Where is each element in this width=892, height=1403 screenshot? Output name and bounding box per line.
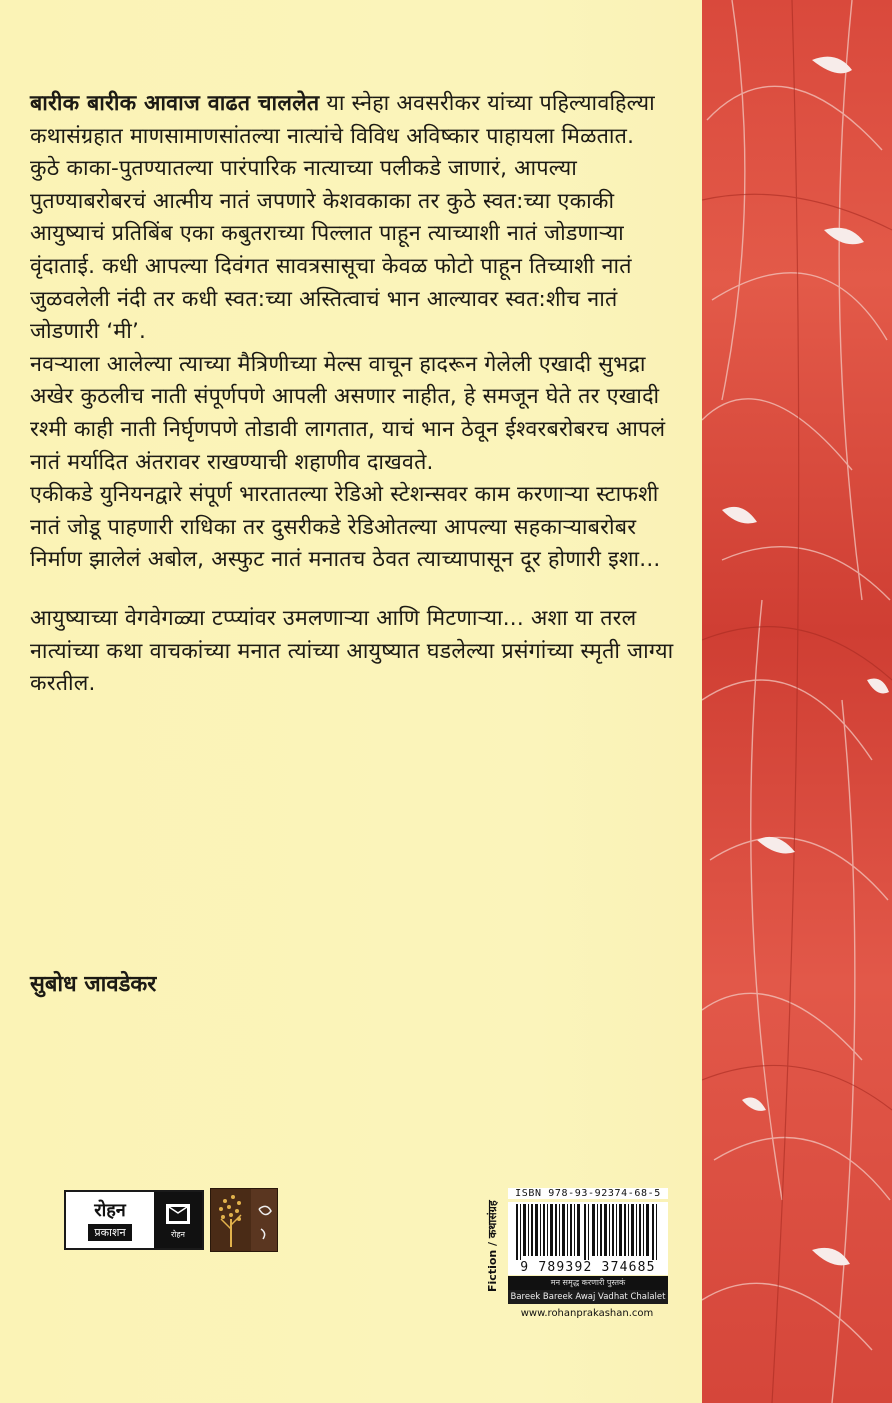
publisher-logo-text (66, 1192, 154, 1248)
blurb-text (30, 88, 690, 701)
blurb-paragraph-3: नवऱ्याला आलेल्या त्याच्या मैत्रिणीच्या मेल्स वाचून हादरून गेलेली एखादी सुभद्रा अखेर कुठलीच नाती संपूर्णपणे आपली असणार नाहीत, हे समजून घेते तर एखादी रश्मी काही नाती निर्घृणपणे तोडावी लागतात, याचं भान ठेवून ईश्वरबरोबरच आपलं नातं मर्यादित अंतरावर राखण्याची शहाणीव दाखवते. (30, 351, 666, 475)
publisher-sub: प्रकाशन (88, 1224, 131, 1241)
tree-icon (210, 1188, 278, 1252)
book-icon (163, 1201, 193, 1227)
publisher-logo-mark (154, 1192, 202, 1248)
book-title-english: Bareek Bareek Awaj Vadhat Chalalet (508, 1290, 668, 1304)
barcode-block (508, 1188, 668, 1304)
blurb-author: सुबोध जावडेकर (30, 972, 157, 997)
genre-label: Fiction / कथासंग्रह (486, 1200, 499, 1292)
publisher-tagline: मन समृद्ध करणारी पुस्तकं (508, 1276, 668, 1290)
isbn-line: ISBN 978-93-92374-68-5 (508, 1188, 668, 1199)
blurb-p1-rest: या स्नेहा अवसरीकर यांच्या पहिल्यावहिल्या कथासंग्रहात माणसामाणसांतल्या नात्यांचे विविध अविष्कार पाहायला मिळतात. (30, 91, 655, 149)
publisher-website: www.rohanprakashan.com (520, 1308, 654, 1319)
cover-artwork (702, 0, 892, 1403)
publisher-mark-text: रोहन (170, 1229, 186, 1239)
paragraph-gap (30, 577, 690, 603)
blurb-paragraph-1 (30, 88, 690, 153)
bird-grass-illustration (702, 0, 892, 1403)
blurb-paragraph-4: एकीकडे युनियनद्वारे संपूर्ण भारतातल्या रेडिओ स्टेशन्सवर काम करणाऱ्या स्टाफशी नातं जोडू पाहणारी राधिका तर दुसरीकडे रेडिओतल्या आपल्या सहकाऱ्याबरोबर निर्माण झालेलं अबोल, अस्फुट नातं मनातच ठेवत त्याच्यापासून दूर होणारी इशा... (30, 482, 661, 573)
publisher-name: रोहन (94, 1199, 126, 1221)
book-title-inline: बारीक बारीक आवाज वाढत चाललेत (30, 91, 320, 116)
blurb-paragraph-5: आयुष्याच्या वेगवेगळ्या टप्प्यांवर उमलणाऱ्या आणि मिटणाऱ्या... अशा या तरल नात्यांच्या कथा वाचकांच्या मनात त्यांच्या आयुष्यात घडलेल्या प्रसंगांच्या स्मृती जाग्या करतील. (30, 605, 674, 697)
publisher-logo (64, 1190, 204, 1250)
barcode-icon (508, 1202, 668, 1262)
blurb-paragraph-2: कुठे काका-पुतण्यातल्या पारंपारिक नात्याच्या पलीकडे जाणारं, आपल्या पुतण्याबरोबरचं आत्मीय नातं जपणारे केशवकाका तर कुठे स्वत:च्या एकाकी आयुष्याचं प्रतिबिंब एका कबुतराच्या पिल्लात पाहून त्याच्याशी नातं जोडणाऱ्या वृंदाताई. कधी आपल्या दिवंगत सावत्रसासूचा केवळ फोटो पाहून तिच्याशी नातं जुळवलेली नंदी तर कधी स्वत:च्या अस्तित्वाचं भान आल्यावर स्वत:शीच नातं जोडणारी ‘मी’. (30, 156, 632, 345)
isbn-digits: 9 789392 374685 (508, 1260, 668, 1275)
